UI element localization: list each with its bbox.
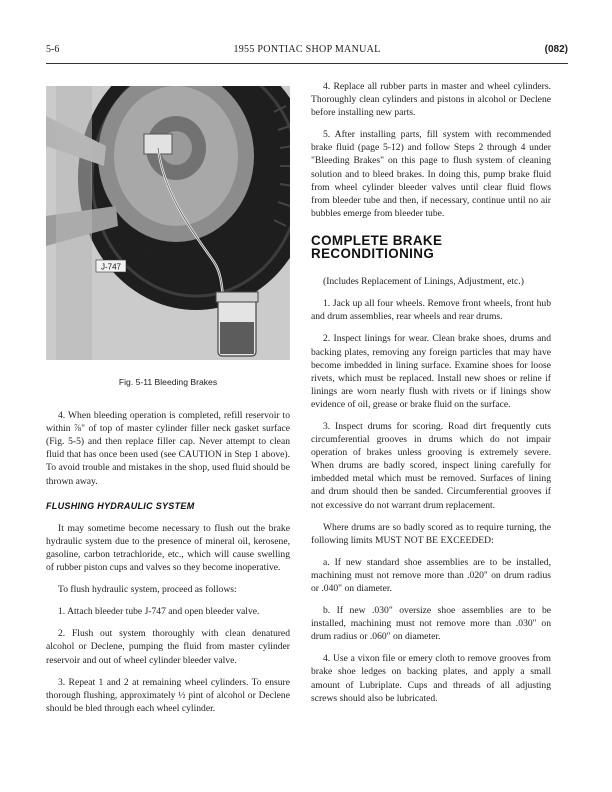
paragraph: 4. Use a vixon file or emery cloth to remove grooves from brake shoe ledges on backing plates, and apply a small amount of Lubriplate. Cups and threads of all adjusting screws should also be lubricated. (311, 653, 551, 704)
paragraph: 4. Replace all rubber parts in master and wheel cylinders. Thoroughly clean cylinders and pistons in alcohol or Declene before installing new parts. (311, 81, 551, 119)
paragraph: Where drums are so badly scored as to require turning, the following limits MUST NOT BE EXCEEDED: (311, 521, 551, 546)
tool-label: J-747 (100, 262, 122, 272)
section-heading-flushing: FLUSHING HYDRAULIC SYSTEM (46, 500, 195, 511)
paragraph: 2. Inspect linings for wear. Clean brake shoes, drums and backing plates, removing any foreign particles that may have become imbedded in lining surface. Examine shoes for loose rivets, which must be replaced. Install new shoes or reline if linings are worn nearly flush with rivets or if linings show evidence of oil, grease or brake fluid on the surface. (311, 333, 551, 410)
paragraph: 5. After installing parts, fill system with recommended brake fluid (page 5-12) and follow Steps 2 through 4 under "Bleeding Brakes" on this page to flush system of cleaning solution and to bleed brakes. In doing this, pump brake fluid from wheel cylinder bleeder valves until clear fluid flows from bleeder tube and then, if necessary, continue until no air bubbles emerge from bleeder tube. (311, 129, 551, 219)
bleeding-brakes-photo (46, 86, 290, 360)
paragraph: It may sometime become necessary to flush out the brake hydraulic system due to the presence of mineral oil, kerosene, gasoline, carbon tetrachloride, etc., which will cause swelling of rubber piston cups and valves so they become inoperative. (46, 522, 290, 574)
figure-caption: Fig. 5-11 Bleeding Brakes (118, 377, 218, 387)
paragraph: 3. Repeat 1 and 2 at remaining wheel cylinders. To ensure thorough flushing, approximately ½ pint of alcohol or Declene should be bled through each wheel cylinder. (46, 676, 290, 714)
paragraph: (Includes Replacement of Linings, Adjustment, etc.) (323, 276, 524, 288)
left-column (46, 86, 290, 724)
paragraph: 3. Inspect drums for scoring. Road dirt frequently cuts circumferential grooves in drums which do not impair operation of brakes unless grooving is extremely severe. When drums are badly scored, inspect lining carefully for imbedded metal which must be removed. Surfaces of lining and drum should then be sanded. Circumferential grooves if not excessive do not warrant drum replacement. (311, 420, 551, 511)
right-column (311, 80, 551, 714)
manual-title: 1955 PONTIAC SHOP MANUAL (233, 44, 381, 55)
page-header (46, 44, 568, 58)
paragraph: 1. Attach bleeder tube J-747 and open bleeder valve. (58, 606, 260, 618)
page-code: (082) (544, 44, 568, 55)
paragraph: 4. When bleeding operation is completed, refill reservoir to within ⅞" of top of master cylinder filler neck gasket surface (Fig. 5-5) and then replace filler cap. Never attempt to clean fluid that has once been used (see CAUTION in Step 1 above). To avoid trouble and mistakes in the shop, used fluid should be thrown away. (46, 410, 290, 487)
paragraph: 2. Flush out system thoroughly with clean denatured alcohol or Declene, pumping the fluid from master cylinder reservoir and out of wheel cylinder bleeder valve. (46, 628, 290, 666)
header-rule (46, 63, 568, 64)
paragraph: To flush hydraulic system, proceed as follows: (58, 584, 237, 596)
paragraph: a. If new standard shoe assemblies are to be installed, machining must not remove more than .020" on drum radius or .040" on diameter. (311, 556, 551, 594)
paragraph: 1. Jack up all four wheels. Remove front wheels, front hub and drum assemblies, rear wheels and rear drums. (311, 298, 551, 323)
paragraph: b. If new .030" oversize shoe assemblies are to be installed, machining must not remove more than .030" on drum radius or .060" on diameter. (311, 605, 551, 643)
page-number: 5-6 (46, 44, 60, 55)
section-heading-reconditioning: COMPLETE BRAKE RECONDITIONING (311, 232, 443, 262)
